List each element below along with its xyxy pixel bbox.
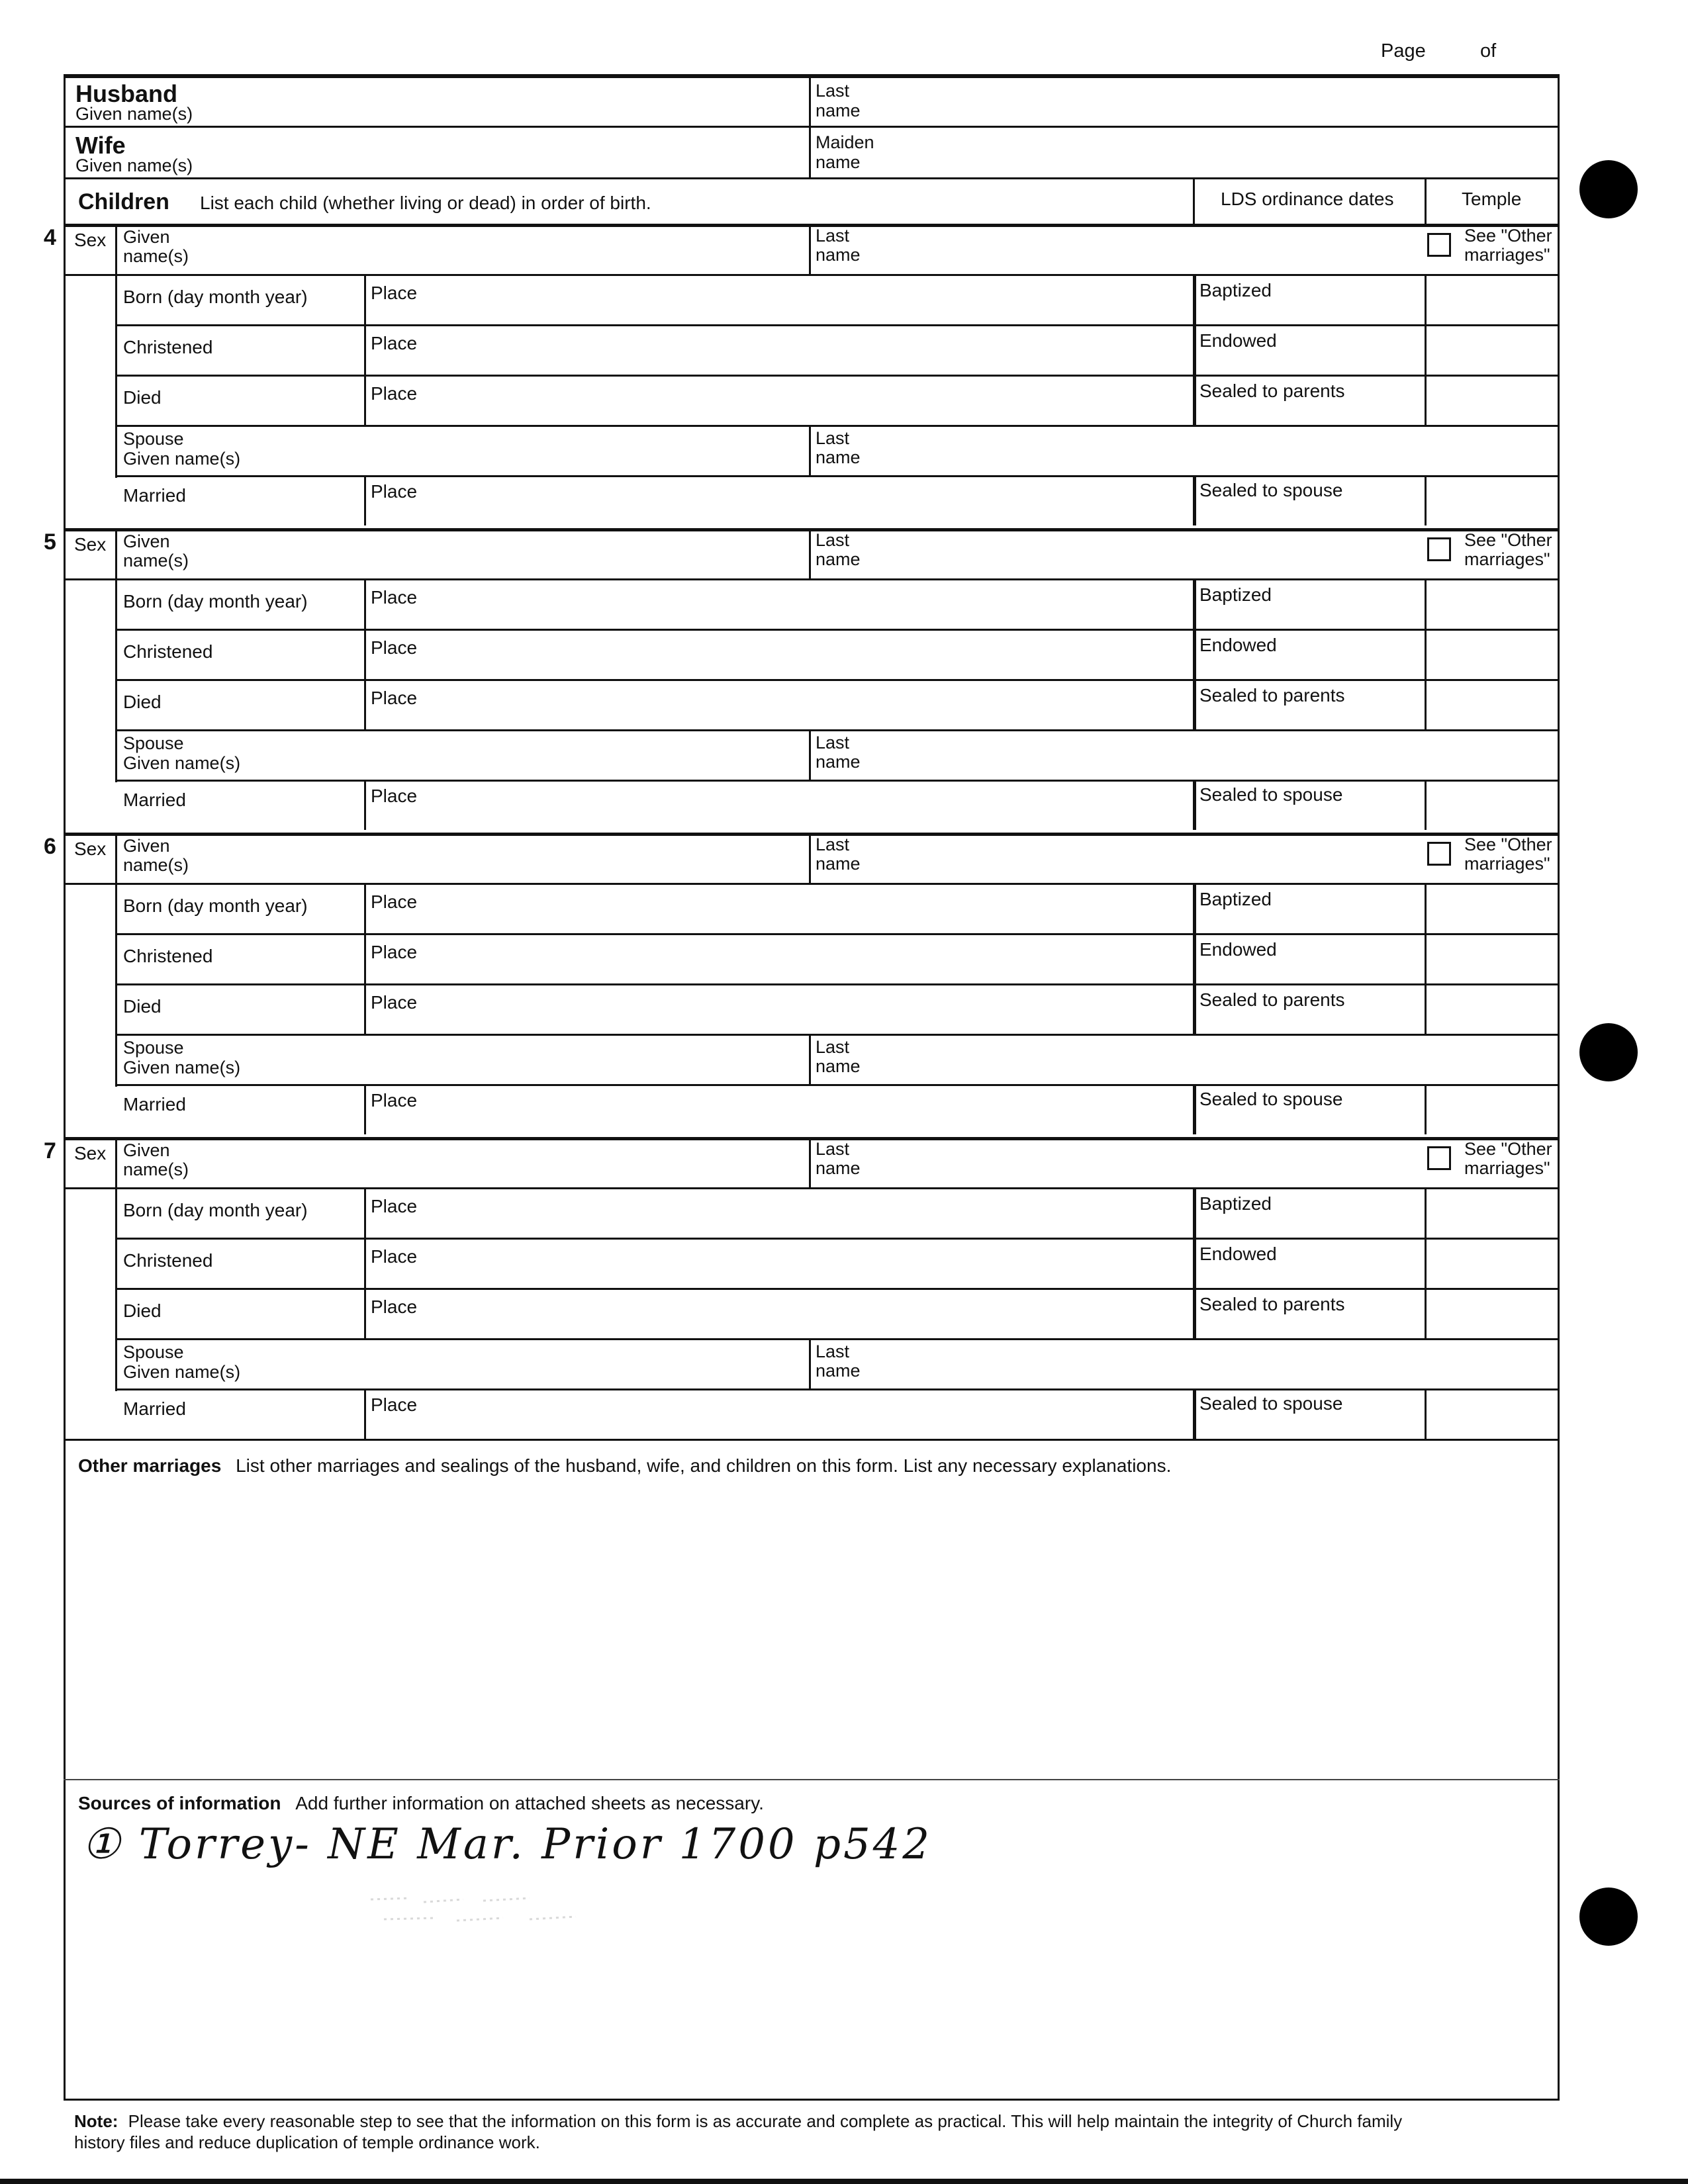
- rule: [115, 1084, 1560, 1086]
- rule: [1425, 883, 1427, 933]
- child-christened-label: Christened: [123, 337, 213, 357]
- child-died-place-label: Place: [371, 688, 418, 708]
- children-title: Children: [78, 189, 169, 214]
- child-died-label: Died: [123, 692, 162, 712]
- rule: [1425, 983, 1427, 1034]
- rule: [115, 679, 1560, 681]
- rule: [1425, 1288, 1427, 1338]
- rule: [364, 274, 366, 324]
- see-other-marriages-checkbox[interactable]: [1427, 842, 1451, 866]
- child-married-place-label: Place: [371, 786, 418, 806]
- page-of-label: of: [1480, 40, 1497, 62]
- rule: [115, 1388, 1560, 1390]
- rule: [1425, 1187, 1427, 1238]
- rule: [64, 578, 1560, 580]
- see-other-marriages-checkbox[interactable]: [1427, 537, 1451, 561]
- child-christened-place-field[interactable]: [367, 1240, 1190, 1285]
- other-marriages-text: List other marriages and sealings of the husband, wife, and children on this form. List any necessary explanations.: [236, 1455, 1172, 1476]
- child-given-label: Given name(s): [123, 836, 189, 875]
- rule: [364, 1187, 366, 1238]
- child-died-date-field[interactable]: [118, 377, 361, 422]
- note-text-line2: history files and reduce duplication of temple ordinance work.: [74, 2132, 540, 2152]
- child-sex-label: Sex: [74, 839, 107, 859]
- rule: [364, 679, 366, 729]
- rule: [364, 780, 366, 830]
- child-sealed-to-spouse-label: Sealed to spouse: [1199, 1393, 1343, 1414]
- child-christened-date-field[interactable]: [118, 327, 361, 372]
- child-christened-date-field[interactable]: [118, 631, 361, 676]
- child-died-place-label: Place: [371, 992, 418, 1013]
- page-bottom-edge: [0, 2179, 1688, 2184]
- child-died-place-field[interactable]: [367, 682, 1190, 727]
- rule: [1193, 1388, 1196, 1439]
- child-given-name-field[interactable]: [118, 226, 806, 271]
- husband-last-label: Last name: [816, 81, 861, 120]
- rule: [364, 933, 366, 983]
- child-christened-label: Christened: [123, 1250, 213, 1271]
- sources-title: Sources of information: [78, 1793, 281, 1813]
- child-married-place-label: Place: [371, 1090, 418, 1111]
- children-instruction: List each child (whether living or dead) in order of birth.: [200, 193, 651, 213]
- child-sealed-to-parents-temple-field[interactable]: [1427, 682, 1557, 727]
- child-sex-label: Sex: [74, 1143, 107, 1163]
- child-died-place-field[interactable]: [367, 377, 1190, 422]
- sources-section: [78, 1794, 764, 1813]
- rule: [115, 1034, 1560, 1036]
- child-given-name-field[interactable]: [118, 531, 806, 576]
- child-christened-place-label: Place: [371, 1246, 418, 1267]
- note-title: Note:: [74, 2111, 118, 2131]
- child-spouse-last-field[interactable]: [812, 732, 1557, 777]
- child-married-label: Married: [123, 790, 186, 810]
- rule: [1425, 1238, 1427, 1288]
- rule: [64, 1187, 1560, 1189]
- other-marriages-title: Other marriages: [78, 1455, 222, 1476]
- child-born-place-label: Place: [371, 283, 418, 303]
- rule: [1425, 933, 1427, 983]
- child-married-label: Married: [123, 1398, 186, 1419]
- child-sealed-to-spouse-label: Sealed to spouse: [1199, 480, 1343, 500]
- rule: [115, 729, 1560, 731]
- child-died-label: Died: [123, 387, 162, 408]
- other-marriages-area[interactable]: [70, 1482, 1553, 1774]
- child-sealed-to-spouse-label: Sealed to spouse: [1199, 1089, 1343, 1109]
- child-christened-label: Christened: [123, 641, 213, 662]
- rule: [364, 324, 366, 375]
- child-last-label: Last name: [816, 1139, 861, 1178]
- child-last-name-field[interactable]: [812, 531, 1419, 576]
- child-married-place-field[interactable]: [367, 1087, 1190, 1132]
- rule: [1193, 274, 1196, 324]
- rule: [364, 1388, 366, 1439]
- binder-hole-bottom: [1579, 1888, 1638, 1946]
- rule: [64, 1439, 1560, 1441]
- child-died-date-field[interactable]: [118, 986, 361, 1031]
- child-spouse-last-label: Last name: [816, 1037, 861, 1076]
- faint-marks: [357, 1880, 702, 1933]
- wife-maiden-label: Maiden name: [816, 132, 874, 172]
- rule: [115, 528, 117, 782]
- rule: [1193, 1084, 1196, 1134]
- child-sealed-to-parents-label: Sealed to parents: [1199, 1294, 1345, 1314]
- child-married-date-field[interactable]: [118, 1087, 361, 1132]
- child-married-date-field[interactable]: [118, 782, 361, 827]
- child-number: 4: [44, 225, 56, 250]
- child-endowed-label: Endowed: [1199, 635, 1277, 655]
- child-spouse-last-field[interactable]: [812, 1036, 1557, 1081]
- child-last-label: Last name: [816, 226, 861, 265]
- child-born-place-field[interactable]: [367, 886, 1190, 931]
- child-born-place-field[interactable]: [367, 1190, 1190, 1235]
- child-spouse-last-label: Last name: [816, 733, 861, 772]
- child-given-label: Given name(s): [123, 1140, 189, 1179]
- child-christened-place-field[interactable]: [367, 327, 1190, 372]
- rule: [1193, 983, 1196, 1034]
- child-born-place-field[interactable]: [367, 277, 1190, 322]
- child-number: 5: [44, 529, 56, 555]
- other-marriages-section: [78, 1456, 1171, 1476]
- child-sealed-to-spouse-temple-field[interactable]: [1427, 1391, 1557, 1436]
- child-sealed-to-parents-temple-field[interactable]: [1427, 377, 1557, 422]
- rule: [1425, 679, 1427, 729]
- child-died-place-field[interactable]: [367, 986, 1190, 1031]
- rule: [1193, 1238, 1196, 1288]
- child-baptized-label: Baptized: [1199, 584, 1272, 605]
- rule: [115, 933, 1560, 935]
- child-baptized-temple-field[interactable]: [1427, 886, 1557, 931]
- page-label: Page: [1381, 40, 1426, 62]
- child-last-name-field[interactable]: [812, 226, 1419, 271]
- child-endowed-label: Endowed: [1199, 330, 1277, 351]
- rule: [1425, 274, 1427, 324]
- rule: [364, 629, 366, 679]
- child-died-date-field[interactable]: [118, 682, 361, 727]
- child-died-place-field[interactable]: [367, 1291, 1190, 1336]
- child-given-name-field[interactable]: [118, 1140, 806, 1185]
- rule: [115, 780, 1560, 782]
- husband-title: Husband: [75, 80, 178, 107]
- rule: [115, 324, 1560, 326]
- rule: [115, 1137, 117, 1391]
- rule: [1425, 324, 1427, 375]
- child-died-date-field[interactable]: [118, 1291, 361, 1336]
- rule: [1425, 375, 1427, 425]
- rule: [115, 1338, 1560, 1340]
- child-born-date-field[interactable]: [118, 277, 361, 322]
- child-married-place-field[interactable]: [367, 1391, 1190, 1436]
- rule: [115, 425, 1560, 427]
- rule: [1193, 578, 1196, 629]
- child-born-label: Born (day month year): [123, 591, 308, 612]
- child-spouse-last-label: Last name: [816, 428, 861, 467]
- rule: [1193, 475, 1196, 525]
- temple-header: Temple: [1462, 189, 1522, 209]
- child-spouse-given-label: Spouse Given name(s): [123, 1342, 241, 1382]
- rule: [1193, 1288, 1196, 1338]
- child-sealed-to-parents-label: Sealed to parents: [1199, 989, 1345, 1010]
- binder-hole-top: [1579, 160, 1638, 218]
- child-baptized-temple-field[interactable]: [1427, 1190, 1557, 1235]
- child-christened-place-field[interactable]: [367, 631, 1190, 676]
- child-number: 6: [44, 834, 56, 859]
- child-given-label: Given name(s): [123, 531, 189, 570]
- husband-given-label: Given name(s): [75, 104, 193, 124]
- child-endowed-label: Endowed: [1199, 939, 1277, 960]
- child-endowed-temple-field[interactable]: [1427, 327, 1557, 372]
- rule: [1193, 780, 1196, 830]
- rule: [809, 1034, 811, 1084]
- see-other-marriages-label: See "Other marriages": [1464, 1139, 1552, 1178]
- child-christened-date-field[interactable]: [118, 936, 361, 981]
- child-spouse-given-field[interactable]: [118, 1036, 806, 1081]
- child-last-label: Last name: [816, 835, 861, 874]
- rule: [809, 1137, 811, 1187]
- child-sealed-to-parents-label: Sealed to parents: [1199, 381, 1345, 401]
- sources-area[interactable]: [70, 1873, 1553, 2091]
- child-spouse-last-field[interactable]: [812, 428, 1557, 473]
- child-spouse-last-field[interactable]: [812, 1341, 1557, 1386]
- child-endowed-temple-field[interactable]: [1427, 631, 1557, 676]
- child-baptized-label: Baptized: [1199, 889, 1272, 909]
- child-died-label: Died: [123, 1300, 162, 1321]
- child-last-name-field[interactable]: [812, 1140, 1419, 1185]
- rule: [364, 375, 366, 425]
- child-married-place-field[interactable]: [367, 478, 1190, 523]
- child-endowed-label: Endowed: [1199, 1244, 1277, 1264]
- rule: [1193, 375, 1196, 425]
- child-born-place-label: Place: [371, 891, 418, 912]
- child-spouse-given-field[interactable]: [118, 732, 806, 777]
- rule: [1193, 629, 1196, 679]
- rule: [1425, 578, 1427, 629]
- rule: [115, 1288, 1560, 1290]
- rule: [364, 983, 366, 1034]
- sources-text: Add further information on attached sheets as necessary.: [295, 1793, 764, 1813]
- rule: [1425, 475, 1427, 525]
- child-christened-place-field[interactable]: [367, 936, 1190, 981]
- lds-ordinance-dates-header: LDS ordinance dates: [1221, 189, 1394, 209]
- rule: [364, 883, 366, 933]
- child-number: 7: [44, 1138, 56, 1163]
- child-christened-place-label: Place: [371, 942, 418, 962]
- rule: [1193, 324, 1196, 375]
- rule: [115, 833, 117, 1087]
- rule: [809, 528, 811, 578]
- rule: [1193, 1187, 1196, 1238]
- child-sealed-to-parents-temple-field[interactable]: [1427, 1291, 1557, 1336]
- rule: [809, 224, 811, 274]
- child-born-date-field[interactable]: [118, 1190, 361, 1235]
- child-christened-place-label: Place: [371, 333, 418, 353]
- sources-handwritten-entry: ① Torrey- NE Mar. Prior 1700 p542: [82, 1820, 933, 1869]
- child-spouse-given-field[interactable]: [118, 428, 806, 473]
- child-born-place-field[interactable]: [367, 581, 1190, 626]
- rule: [1425, 1388, 1427, 1439]
- child-last-label: Last name: [816, 530, 861, 569]
- child-baptized-temple-field[interactable]: [1427, 581, 1557, 626]
- child-sealed-to-parents-label: Sealed to parents: [1199, 685, 1345, 705]
- rule: [1193, 933, 1196, 983]
- see-other-marriages-label: See "Other marriages": [1464, 226, 1552, 265]
- child-spouse-given-label: Spouse Given name(s): [123, 733, 241, 773]
- child-christened-label: Christened: [123, 946, 213, 966]
- rule: [809, 833, 811, 883]
- rule: [809, 729, 811, 780]
- rule: [64, 274, 1560, 276]
- child-christened-date-field[interactable]: [118, 1240, 361, 1285]
- note-line1: [74, 2111, 1402, 2131]
- child-given-label: Given name(s): [123, 227, 189, 266]
- rule: [115, 224, 117, 478]
- child-sealed-to-spouse-temple-field[interactable]: [1427, 478, 1557, 523]
- child-married-label: Married: [123, 1094, 186, 1115]
- rule: [1425, 1084, 1427, 1134]
- rule: [115, 1238, 1560, 1240]
- child-born-place-label: Place: [371, 587, 418, 608]
- child-married-place-label: Place: [371, 1394, 418, 1415]
- child-sex-label: Sex: [74, 230, 107, 250]
- child-last-name-field[interactable]: [812, 835, 1419, 880]
- child-born-label: Born (day month year): [123, 1200, 308, 1220]
- rule: [115, 475, 1560, 477]
- wife-given-label: Given name(s): [75, 156, 193, 175]
- child-given-name-field[interactable]: [118, 835, 806, 880]
- see-other-marriages-label: See "Other marriages": [1464, 530, 1552, 569]
- rule: [1425, 780, 1427, 830]
- child-baptized-temple-field[interactable]: [1427, 277, 1557, 322]
- rule: [115, 375, 1560, 377]
- child-died-place-label: Place: [371, 383, 418, 404]
- note-text-line1: Please take every reasonable step to see that the information on this form is as accurate and complete as practical. This will help maintain the integrity of Church family: [128, 2111, 1403, 2131]
- rule: [364, 1084, 366, 1134]
- rule: [364, 578, 366, 629]
- child-christened-place-label: Place: [371, 637, 418, 658]
- rule: [364, 1238, 366, 1288]
- rule: [364, 475, 366, 525]
- child-baptized-label: Baptized: [1199, 280, 1272, 300]
- rule: [809, 1338, 811, 1388]
- child-sex-label: Sex: [74, 534, 107, 555]
- child-married-date-field[interactable]: [118, 478, 361, 523]
- rule: [809, 425, 811, 475]
- child-born-place-label: Place: [371, 1196, 418, 1216]
- binder-hole-middle: [1579, 1023, 1638, 1081]
- child-married-date-field[interactable]: [118, 1391, 361, 1436]
- see-other-marriages-checkbox[interactable]: [1427, 1146, 1451, 1170]
- rule: [64, 883, 1560, 885]
- rule: [1193, 883, 1196, 933]
- child-born-date-field[interactable]: [118, 886, 361, 931]
- child-married-label: Married: [123, 485, 186, 506]
- rule: [364, 1288, 366, 1338]
- see-other-marriages-checkbox[interactable]: [1427, 233, 1451, 257]
- child-spouse-given-label: Spouse Given name(s): [123, 1038, 241, 1077]
- child-born-label: Born (day month year): [123, 287, 308, 307]
- child-endowed-temple-field[interactable]: [1427, 936, 1557, 981]
- child-died-place-label: Place: [371, 1297, 418, 1317]
- see-other-marriages-label: See "Other marriages": [1464, 835, 1552, 874]
- child-spouse-given-field[interactable]: [118, 1341, 806, 1386]
- child-sealed-to-spouse-temple-field[interactable]: [1427, 782, 1557, 827]
- child-born-label: Born (day month year): [123, 895, 308, 916]
- child-married-place-label: Place: [371, 481, 418, 502]
- rule: [115, 983, 1560, 985]
- child-spouse-given-label: Spouse Given name(s): [123, 429, 241, 469]
- child-married-place-field[interactable]: [367, 782, 1190, 827]
- rule: [1193, 679, 1196, 729]
- child-born-date-field[interactable]: [118, 581, 361, 626]
- child-sealed-to-spouse-temple-field[interactable]: [1427, 1087, 1557, 1132]
- child-baptized-label: Baptized: [1199, 1193, 1272, 1214]
- rule: [115, 629, 1560, 631]
- child-sealed-to-parents-temple-field[interactable]: [1427, 986, 1557, 1031]
- child-endowed-temple-field[interactable]: [1427, 1240, 1557, 1285]
- child-died-label: Died: [123, 996, 162, 1017]
- child-spouse-last-label: Last name: [816, 1342, 861, 1381]
- child-sealed-to-spouse-label: Sealed to spouse: [1199, 784, 1343, 805]
- wife-title: Wife: [75, 132, 126, 159]
- rule: [1425, 629, 1427, 679]
